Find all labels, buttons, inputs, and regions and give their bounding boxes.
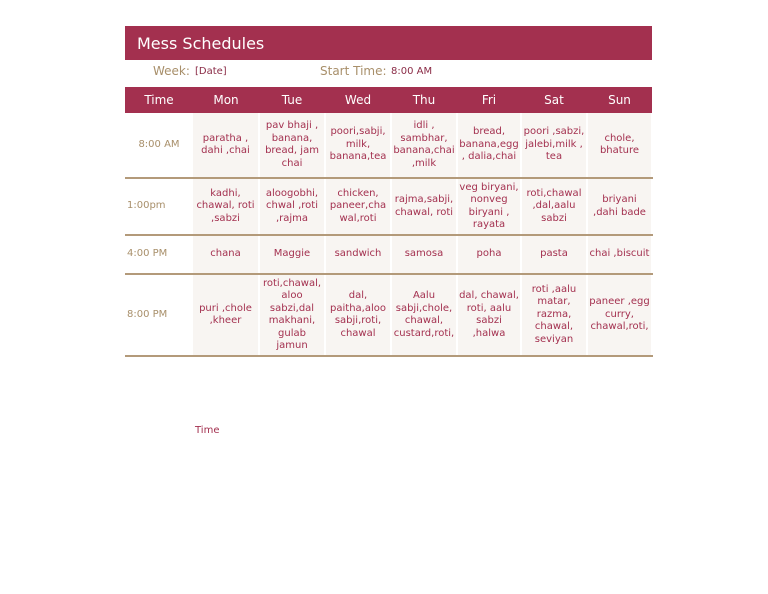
meal-cell[interactable]: aloogobhi, chwal ,roti ,rajma <box>259 178 325 235</box>
meal-cell[interactable]: paratha , dahi ,chai <box>193 113 259 178</box>
time-cell[interactable]: 8:00 AM <box>125 113 193 178</box>
col-header-tue: Tue <box>259 87 325 113</box>
col-header-sat: Sat <box>521 87 587 113</box>
time-cell[interactable]: 1:00pm <box>125 178 193 235</box>
meal-cell[interactable]: roti ,aalu matar, razma, chawal, seviyan <box>521 274 587 356</box>
meal-cell[interactable]: Maggie <box>259 235 325 274</box>
meal-cell[interactable]: samosa <box>391 235 457 274</box>
footer-time-label: Time <box>195 425 220 436</box>
col-header-time: Time <box>125 87 193 113</box>
time-cell[interactable]: 8:00 PM <box>125 274 193 356</box>
meal-cell[interactable]: puri ,chole ,kheer <box>193 274 259 356</box>
meal-cell[interactable]: pav bhaji , banana, bread, jam chai <box>259 113 325 178</box>
meal-cell[interactable]: dal, chawal, roti, aalu sabzi ,halwa <box>457 274 521 356</box>
col-header-thu: Thu <box>391 87 457 113</box>
meal-cell[interactable]: poori ,sabzi, jalebi,milk , tea <box>521 113 587 178</box>
meal-cell[interactable]: chana <box>193 235 259 274</box>
col-header-sun: Sun <box>587 87 652 113</box>
meal-cell[interactable]: bread, banana,egg, dalia,chai <box>457 113 521 178</box>
meal-cell[interactable]: briyani ,dahi bade <box>587 178 652 235</box>
start-time-value[interactable]: 8:00 AM <box>391 66 433 77</box>
col-header-wed: Wed <box>325 87 391 113</box>
table-row <box>125 178 652 235</box>
meal-cell[interactable]: poha <box>457 235 521 274</box>
meal-cell[interactable]: rajma,sabji, chawal, roti <box>391 178 457 235</box>
meal-cell[interactable]: chole, bhature <box>587 113 652 178</box>
time-cell[interactable]: 4:00 PM <box>125 235 193 274</box>
meal-cell[interactable]: roti,chawal, aloo sabzi,dal makhani, gulab jamun <box>259 274 325 356</box>
meal-cell[interactable]: veg biryani, nonveg biryani , rayata <box>457 178 521 235</box>
meal-cell[interactable]: kadhi, chawal, roti ,sabzi <box>193 178 259 235</box>
meal-cell[interactable]: sandwich <box>325 235 391 274</box>
table-row <box>125 235 652 274</box>
col-header-fri: Fri <box>457 87 521 113</box>
schedule-table <box>125 87 653 357</box>
meal-cell[interactable]: dal, paitha,aloo sabji,roti, chawal <box>325 274 391 356</box>
week-label: Week: <box>153 64 190 78</box>
title-bar <box>125 26 652 60</box>
table-row <box>125 113 652 178</box>
meal-cell[interactable]: paneer ,egg curry, chawal,roti, <box>587 274 652 356</box>
col-header-mon: Mon <box>193 87 259 113</box>
header-row <box>125 87 652 113</box>
meal-cell[interactable]: chicken, paneer,cha wal,roti <box>325 178 391 235</box>
meal-cell[interactable]: chai ,biscuit <box>587 235 652 274</box>
meal-cell[interactable]: pasta <box>521 235 587 274</box>
meal-cell[interactable]: poori,sabji, milk, banana,tea <box>325 113 391 178</box>
meal-cell[interactable]: idli , sambhar, banana,chai ,milk <box>391 113 457 178</box>
table-row <box>125 274 652 356</box>
week-value[interactable]: [Date] <box>195 66 227 77</box>
start-time-label: Start Time: <box>320 64 387 78</box>
meal-cell[interactable]: roti,chawal ,dal,aalu sabzi <box>521 178 587 235</box>
meal-cell[interactable]: Aalu sabji,chole, chawal, custard,roti, <box>391 274 457 356</box>
page-title: Mess Schedules <box>137 34 265 53</box>
